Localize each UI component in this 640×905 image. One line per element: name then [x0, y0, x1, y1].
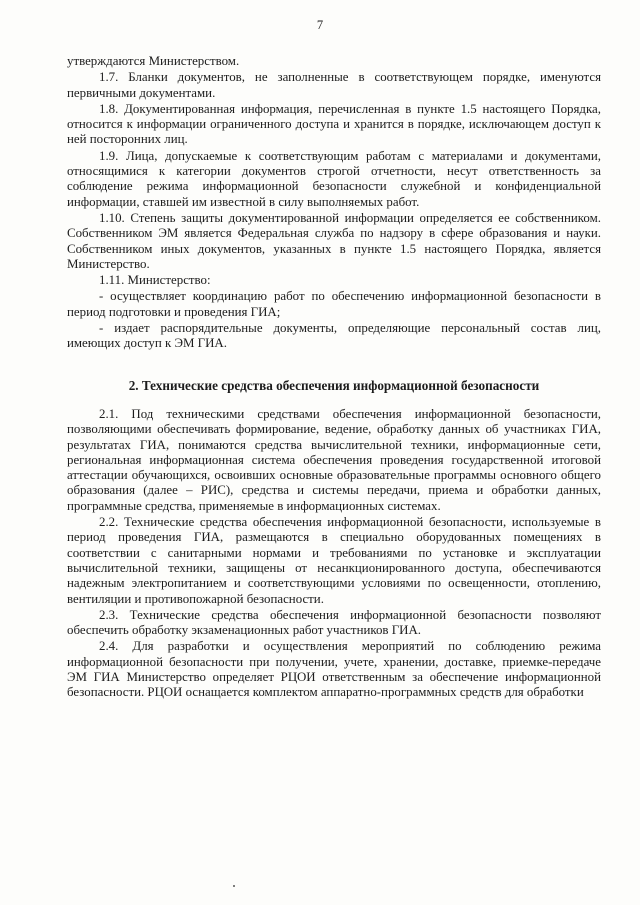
- paragraph-1-11-item-b: - издает распорядительные документы, определяющие персональный состав лиц, имеющих доступ к ЭМ ГИА.: [67, 321, 601, 351]
- paragraph-continuation: утверждаются Министерством.: [67, 54, 240, 68]
- section-heading: 2. Технические средства обеспечения информационной безопасности: [128, 377, 540, 393]
- paragraph-2-3: 2.3. Технические средства обеспечения информационной безопасности позволяют обеспечить обработку экзаменационных работ участников ГИА.: [67, 607, 601, 638]
- paragraph-1-10: 1.10. Степень защиты документированной информации определяется ее собственником. Собственником ЭМ является Федеральная служба по надзору в сфере образования и науки. Собственником иных документов, указанных в пункте 1.5 настоящего Порядка, является Министерство.: [67, 210, 601, 271]
- page-number: 7: [316, 18, 324, 32]
- paragraph-1-11: 1.11. Министерство:: [99, 273, 211, 288]
- document-body: [67, 54, 601, 702]
- paragraph-2-2: 2.2. Технические средства обеспечения информационной безопасности, используемые в период проведения ГИА, размещаются в специально оборудованных помещениях в соответствии с санитарными нормами и требованиями по установке и эксплуатации вычислительной техники, защищены от несанкционированного доступа, обеспечиваются надежным электропитанием и соответствующими условиями по освещенности, отоплению, вентиляции и противопожарной безопасности.: [67, 515, 601, 606]
- paragraph-1-8: 1.8. Документированная информация, перечисленная в пункте 1.5 настоящего Порядка, относится к информации ограниченного доступа и хранится в порядке, исключающем доступ к ней посторонних лиц.: [67, 101, 601, 147]
- paragraph-1-7: 1.7. Бланки документов, не заполненные в соответствующем порядке, именуются первичными документами.: [67, 70, 601, 100]
- paragraph-2-4: 2.4. Для разработки и осуществления мероприятий по соблюдению режима информационной безопасности при получении, учете, хранении, доставке, приемке-передаче ЭМ ГИА Министерство определяет РЦОИ ответственным за обеспечение информационной безопасности. РЦОИ оснащается комплектом аппаратно-программных средств для обработки: [67, 639, 601, 700]
- paragraph-1-9: 1.9. Лица, допускаемые к соответствующим работам с материалами и документами, относящимися к категории документов строгой отчетности, несут ответственность за соблюдение режима информационной безопасности служебной и конфиденциальной информации, ставшей им известной в силу выполняемых работ.: [67, 148, 601, 209]
- scan-speck: [233, 885, 235, 887]
- paragraph-2-1: 2.1. Под техническими средствами обеспечения информационной безопасности, позволяющими обеспечивать формирование, ведение, обработку данных об участниках ГИА, результатах ГИА, понимаются средства вычислительной техники, информационные сети, региональная информационная система обеспечения проведения государственной итоговой аттестации обучающихся, освоивших основные образовательные программы основного общего образования (далее – РИС), средства и системы передачи, приема и обработки данных, программные средства, применяемые в информационных системах.: [67, 406, 601, 513]
- paragraph-1-11-item-a: - осуществляет координацию работ по обеспечению информационной безопасности в период подготовки и проведения ГИА;: [67, 289, 601, 319]
